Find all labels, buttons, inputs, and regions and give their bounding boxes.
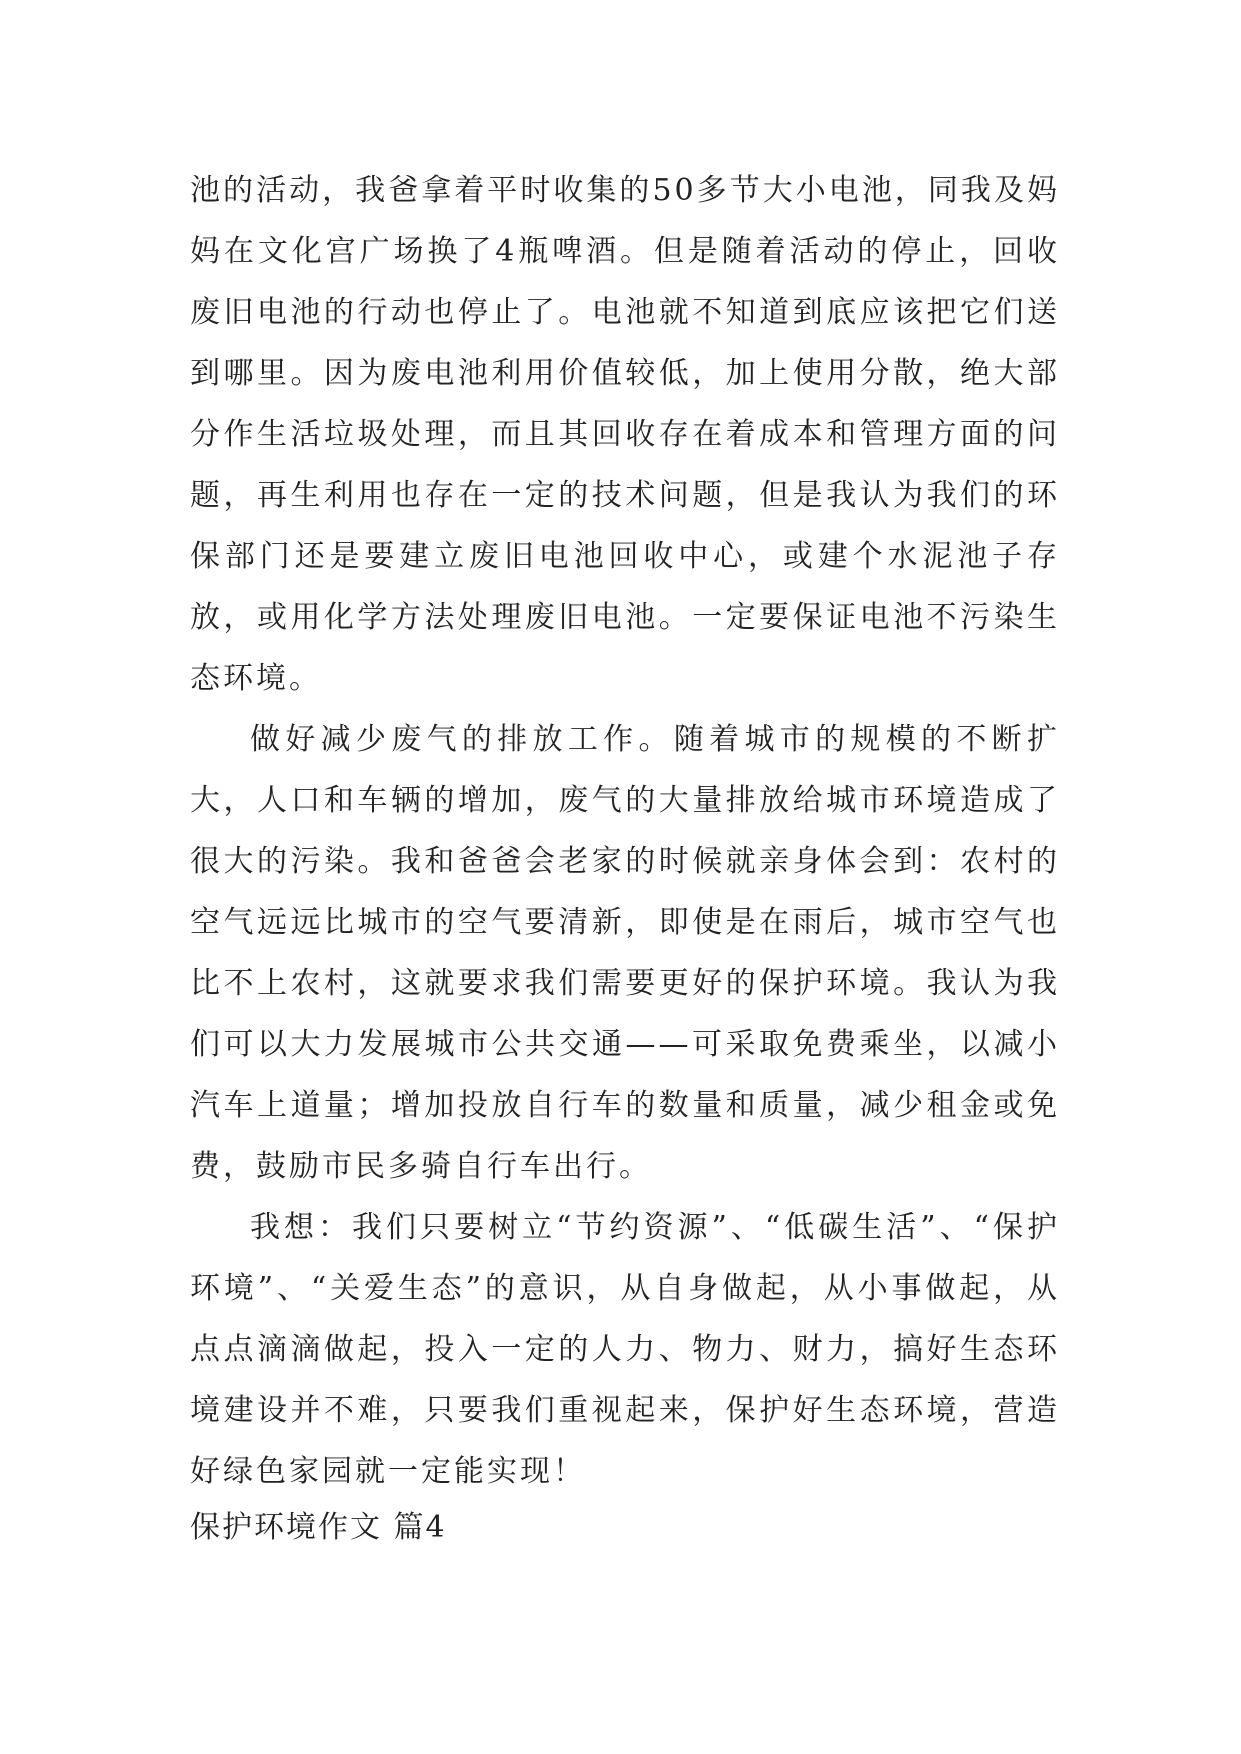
paragraph-2: 做好减少废气的排放工作。随着城市的规模的不断扩大，人口和车辆的增加，废气的大量排放给城市环境造成了很大的污染。我和爸爸会老家的时候就亲身体会到：农村的空气远远比城市的空气要清新，即使是在雨后，城市空气也比不上农村，这就要求我们需要更好的保护环境。我认为我们可以大力发展城市公共交通——可采取免费乘坐，以减小汽车上道量；增加投放自行车的数量和质量，减少租金或免费，鼓励市民多骑自行车出行。 xyxy=(190,722,1060,1184)
section-heading: 保护环境作文 篇4 xyxy=(190,1510,447,1545)
paragraph-3: 我想：我们只要树立“节约资源”、“低碳生活”、“保护环境”、“关爱生态”的意识，从自身做起，从小事做起，从点点滴滴做起，投入一定的人力、物力、财力，搞好生态环境建设并不难，只要我们重视起来，保护好生态环境，营造好绿色家园就一定能实现！ xyxy=(190,1210,1060,1489)
paragraph-1: 池的活动，我爸拿着平时收集的50多节大小电池，同我及妈妈在文化宫广场换了4瓶啤酒。但是随着活动的停止，回收废旧电池的行动也停止了。电池就不知道到底应该把它们送到哪里。因为废电池利用价值较低，加上使用分散，绝大部分作生活垃圾处理，而且其回收存在着成本和管理方面的问题，再生利用也存在一定的技术问题，但是我认为我们的环保部门还是要建立废旧电池回收中心，或建个水泥池子存放，或用化学方法处理废旧电池。一定要保证电池不污染生态环境。 xyxy=(190,173,1060,696)
document-body xyxy=(190,160,1060,1502)
